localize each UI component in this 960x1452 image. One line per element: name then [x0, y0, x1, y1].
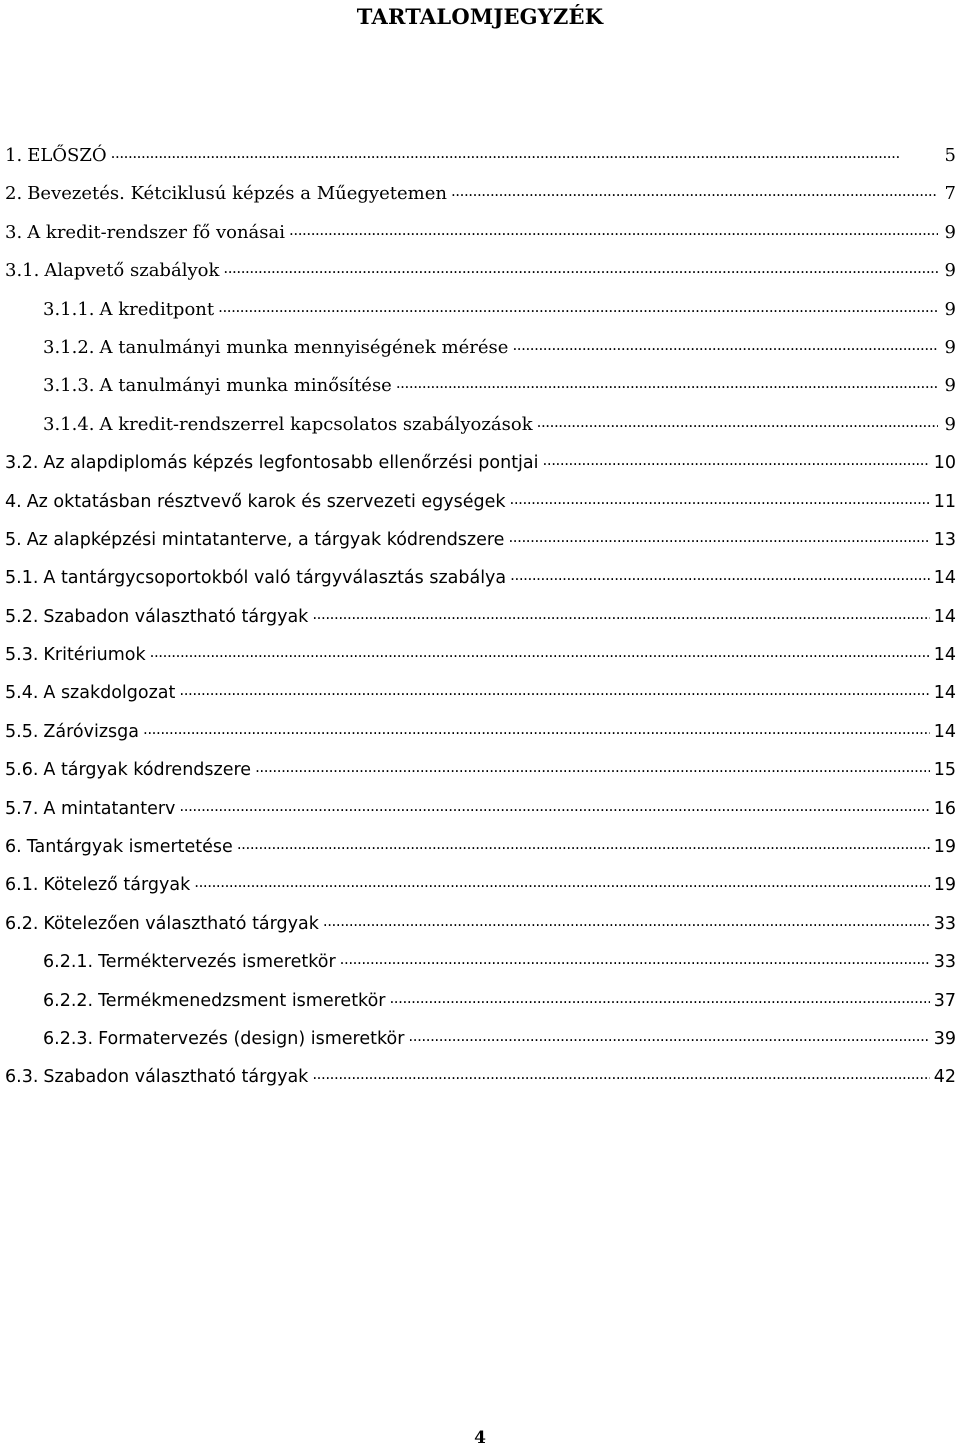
toc-entry[interactable] — [0, 636, 960, 674]
toc-dot-leader — [179, 681, 929, 699]
toc-entry[interactable] — [0, 905, 960, 943]
toc-entry-label — [5, 674, 175, 712]
toc-entry-label — [5, 828, 233, 866]
toc-entry[interactable] — [0, 598, 960, 636]
toc-entry[interactable] — [0, 483, 960, 521]
toc-entry-number: 5.6. — [5, 760, 39, 781]
toc-entry[interactable] — [0, 1020, 960, 1058]
toc-page-number: 42 — [933, 1067, 956, 1088]
toc-entry-number: 6.3. — [5, 1067, 39, 1088]
toc-page-number: 14 — [933, 606, 956, 627]
toc-entry-text: ELŐSZÓ — [27, 145, 107, 166]
toc-dot-leader — [179, 796, 929, 814]
toc-entry-label — [5, 790, 175, 828]
toc-page-number: 15 — [933, 760, 956, 781]
toc-entry-number: 3.2. — [5, 453, 39, 474]
toc-entry-label — [5, 444, 539, 482]
toc-entry-label — [5, 598, 308, 636]
toc-entry-text: Az alapdiplomás képzés legfontosabb ellenőrzési pontjai — [43, 453, 539, 474]
toc-entry-text: Bevezetés. Kétciklusú képzés a Műegyetemen — [27, 183, 447, 205]
toc-dot-leader — [510, 489, 930, 507]
toc-entry[interactable] — [0, 406, 960, 444]
toc-entry[interactable] — [0, 444, 960, 482]
toc-page-number: 37 — [933, 990, 956, 1011]
toc-entry-number: 3.1.2. — [43, 336, 95, 358]
toc-entry[interactable] — [0, 674, 960, 712]
toc-entry-number: 3.1.3. — [43, 375, 95, 397]
toc-entry[interactable] — [0, 367, 960, 405]
toc-entry-number: 6.2.2. — [43, 990, 94, 1011]
toc-entry-number: 4. — [5, 491, 22, 512]
toc-entry-number: 5.7. — [5, 798, 39, 819]
toc-page-number: 9 — [944, 221, 956, 243]
toc-entry-label — [5, 483, 506, 521]
toc-dot-leader — [237, 835, 930, 853]
toc-entry-label — [5, 636, 146, 674]
toc-entry[interactable] — [0, 790, 960, 828]
page-title: TARTALOMJEGYZÉK — [356, 4, 604, 29]
toc-page-number: 10 — [933, 453, 956, 474]
toc-dot-leader — [389, 988, 929, 1006]
toc-entry-label — [43, 406, 533, 444]
toc-entry-label — [5, 713, 139, 751]
toc-dot-leader — [408, 1026, 929, 1044]
toc-entry-number: 3. — [5, 221, 23, 243]
toc-entry-text: A tantárgycsoportokból való tárgyválasztás szabálya — [43, 568, 507, 589]
toc-entry[interactable] — [0, 329, 960, 367]
toc-entry-number: 5.1. — [5, 568, 39, 589]
toc-dot-leader — [312, 604, 929, 622]
toc-page-number: 7 — [944, 183, 956, 205]
toc-dot-leader — [537, 412, 938, 430]
toc-entry-label — [43, 943, 336, 981]
toc-entry-label — [5, 252, 219, 290]
toc-page-number: 33 — [933, 913, 956, 934]
toc-page-number: 19 — [933, 837, 956, 858]
toc-entry-text: A mintatanterv — [43, 798, 176, 819]
toc-entry-label — [43, 982, 385, 1020]
toc-entry-number: 6.2.1. — [43, 952, 94, 973]
toc-entry[interactable] — [0, 521, 960, 559]
toc-entry-text: A kreditpont — [99, 298, 215, 320]
toc-dot-leader — [312, 1065, 929, 1083]
toc-entry[interactable] — [0, 751, 960, 789]
toc-dot-leader — [194, 873, 929, 891]
toc-page-number: 14 — [933, 683, 956, 704]
toc-entry[interactable] — [0, 1058, 960, 1096]
toc-entry[interactable] — [0, 943, 960, 981]
toc-dot-leader — [323, 911, 930, 929]
toc-dot-leader — [340, 950, 930, 968]
toc-entry-label — [5, 521, 504, 559]
toc-entry-text: Kritériumok — [43, 645, 146, 666]
toc-entry-number: 5.5. — [5, 721, 39, 742]
toc-entry-text: Szabadon választható tárgyak — [43, 606, 309, 627]
toc-entry-text: Tantárgyak ismertetése — [26, 837, 233, 858]
toc-entry-number: 2. — [5, 183, 23, 205]
toc-entry-number: 3.1. — [5, 260, 40, 282]
toc-entry-text: Kötelezően választható tárgyak — [43, 913, 319, 934]
table-of-contents — [0, 137, 960, 1097]
toc-entry-text: A kredit-rendszer fő vonásai — [27, 221, 286, 243]
toc-entry[interactable] — [0, 291, 960, 329]
toc-entry-text: Az oktatásban résztvevő karok és szervezeti egységek — [26, 491, 506, 512]
toc-entry-text: Kötelező tárgyak — [43, 875, 191, 896]
toc-dot-leader — [508, 527, 929, 545]
toc-entry-number: 5. — [5, 529, 22, 550]
toc-entry-number: 5.2. — [5, 606, 39, 627]
toc-page-number: 33 — [933, 952, 956, 973]
toc-entry-label — [5, 559, 506, 597]
toc-page-number: 9 — [944, 375, 956, 397]
toc-dot-leader — [510, 566, 930, 584]
toc-entry-text: A szakdolgozat — [43, 683, 176, 704]
toc-entry-text: Alapvető szabályok — [44, 260, 220, 282]
toc-entry-text: Záróvizsga — [43, 721, 139, 742]
toc-page-number: 14 — [933, 721, 956, 742]
toc-entry[interactable] — [0, 252, 960, 290]
toc-entry-text: A kredit-rendszerrel kapcsolatos szabályozások — [99, 413, 533, 435]
toc-dot-leader — [218, 297, 938, 315]
toc-dot-leader — [543, 451, 930, 469]
toc-page-number: 9 — [944, 298, 956, 320]
toc-page-number: 9 — [944, 413, 956, 435]
toc-entry-label — [43, 329, 508, 367]
toc-entry-label — [5, 137, 107, 175]
toc-dot-leader — [255, 758, 930, 776]
toc-dot-leader — [150, 643, 930, 661]
toc-entry[interactable] — [0, 713, 960, 751]
toc-entry-text: A tanulmányi munka mennyiségének mérése — [99, 336, 509, 358]
toc-entry-number: 3.1.1. — [43, 298, 95, 320]
toc-entry-text: Terméktervezés ismeretkör — [98, 952, 336, 973]
toc-entry-label — [43, 291, 214, 329]
toc-entry-text: Termékmenedzsment ismeretkör — [98, 990, 386, 1011]
toc-entry[interactable] — [0, 214, 960, 252]
toc-entry-label — [43, 367, 392, 405]
toc-entry-text: Formatervezés (design) ismeretkör — [98, 1028, 405, 1049]
toc-page-number: 14 — [933, 568, 956, 589]
toc-entry-number: 6.1. — [5, 875, 39, 896]
toc-entry-number: 6.2. — [5, 913, 39, 934]
toc-page-number: 16 — [933, 798, 956, 819]
toc-entry-number: 3.1.4. — [43, 413, 95, 435]
toc-dot-leader — [223, 258, 938, 276]
toc-entry-text: A tárgyak kódrendszere — [43, 760, 252, 781]
toc-dot-leader — [396, 373, 938, 391]
toc-dot-leader — [289, 220, 938, 238]
toc-entry-label — [5, 175, 447, 213]
toc-dot-leader — [111, 143, 938, 161]
toc-entry-text: Az alapképzési mintatanterve, a tárgyak kódrendszere — [26, 529, 505, 550]
toc-entry-label — [5, 214, 285, 252]
toc-entry-label — [5, 751, 251, 789]
toc-entry[interactable] — [0, 982, 960, 1020]
toc-page-number: 9 — [944, 260, 956, 282]
toc-entry-number: 6. — [5, 837, 22, 858]
toc-entry-label — [5, 1058, 308, 1096]
page-number: 4 — [474, 1428, 486, 1448]
toc-entry[interactable] — [0, 828, 960, 866]
toc-dot-leader — [143, 719, 930, 737]
toc-entry-number: 6.2.3. — [43, 1028, 94, 1049]
toc-entry-number: 1. — [5, 145, 23, 166]
toc-dot-leader — [451, 181, 938, 199]
toc-entry-label — [5, 905, 319, 943]
toc-page-number: 5 — [944, 145, 956, 166]
toc-page-number: 19 — [933, 875, 956, 896]
toc-entry-number: 5.4. — [5, 683, 39, 704]
toc-page-number: 39 — [933, 1028, 956, 1049]
toc-entry-text: Szabadon választható tárgyak — [43, 1067, 309, 1088]
toc-entry[interactable] — [0, 175, 960, 213]
toc-entry-label — [5, 866, 190, 904]
toc-entry-text: A tanulmányi munka minősítése — [99, 375, 392, 397]
toc-dot-leader — [512, 335, 938, 353]
toc-page-number: 11 — [933, 491, 956, 512]
toc-page-number: 13 — [933, 529, 956, 550]
toc-page-number: 14 — [933, 645, 956, 666]
toc-page-number: 9 — [944, 336, 956, 358]
toc-entry-label — [43, 1020, 404, 1058]
toc-entry[interactable] — [0, 137, 960, 175]
toc-entry[interactable] — [0, 559, 960, 597]
toc-entry-number: 5.3. — [5, 645, 39, 666]
toc-entry[interactable] — [0, 866, 960, 904]
